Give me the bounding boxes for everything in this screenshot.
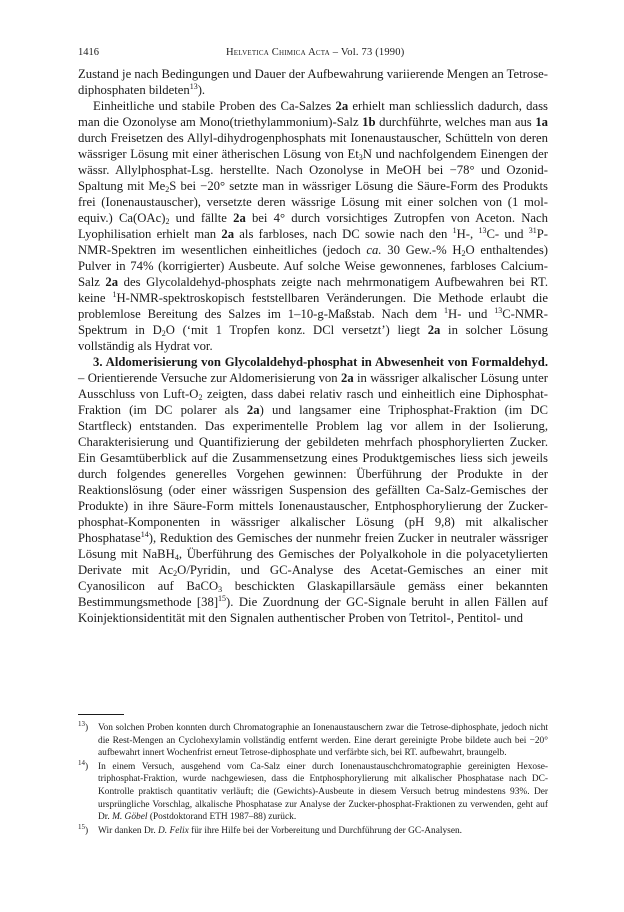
text-run: – Orientierende Versuche zur Aldomerisierung von bbox=[78, 371, 341, 385]
superscript: 31 bbox=[528, 226, 537, 235]
text-run: Zustand je nach Bedingungen und Dauer der Aufbewahrung variierende Mengen an Tetrose-diphosphaten bildeten bbox=[78, 67, 548, 97]
footnotes bbox=[78, 722, 548, 838]
subscript: 2 bbox=[461, 249, 466, 258]
subscript: 2 bbox=[161, 329, 166, 338]
text-run: C- und bbox=[486, 227, 529, 241]
bold-text: 2a bbox=[340, 371, 354, 385]
text-run: O enthaltendes) Pulver in 74% (korrigierter) Ausbeute. Auf solche Weise gewonnenes, farbloses Calcium-Salz bbox=[78, 243, 548, 289]
paragraph-section-3 bbox=[78, 354, 548, 626]
footnote-text bbox=[98, 826, 462, 836]
italic-text: D. Felix bbox=[158, 825, 189, 836]
journal-volume: Vol. 73 (1990) bbox=[340, 47, 405, 58]
subscript: 3 bbox=[218, 585, 223, 594]
text-run: erhielt man schliesslich dadurch, dass man die Ozonolyse am Mono(triethylammonium)-Salz bbox=[78, 99, 548, 129]
footnote-marker: $^{13}$) bbox=[78, 720, 89, 733]
footnote-14 bbox=[78, 758, 548, 824]
bold-text: 3. Aldomerisierung von Glycolaldehyd-phosphat in Abwesenheit von Formaldehyd. bbox=[93, 355, 548, 369]
footnote-text bbox=[98, 762, 548, 822]
text-run: ) und langsamer eine Triphosphat-Fraktion (im DC Startfleck) entstanden. Das experimentelle Problem lag vor allem in der Isolierung, Charakterisierung und Quantifizierung der gebildeten mehrfach phosphorylierten Zucker. Ein Gesamtüberblick auf die Zusammensetzung eines Produktgemisches liess sich jeweils durch folgendes generelles Vorgehen gewinnen: Überführung der Produkte in der Reaktionslösung (oder einer wässrigen Suspension des gefällten Ca-Salz-Gemisches der Produkte) in ihre Säure-Form mittels Ionenaustauscher, Entphosphorylierung der Zucker-phosphat-Komponenten in wässriger alkalischer Lösung (pH 9,8) mit alkalischer Phosphatase bbox=[78, 403, 548, 545]
text-run: O (‘mit 1 Tropfen konz. DCl versetzt’) liegt bbox=[165, 323, 428, 337]
body-text bbox=[78, 66, 548, 626]
text-run: 30 Gew.-% H bbox=[381, 243, 462, 257]
text-run: ). Die Zuordnung der GC-Signale beruht in allen Fällen auf Koinjektionsidentität mit den Signalen authentischer Proben von Tetritol-, Pentitol- und bbox=[78, 595, 548, 625]
text-run: Einheitliche und stabile Proben des Ca-Salzes bbox=[93, 99, 336, 113]
text-run: Von solchen Proben konnten durch Chromatographie an Ionenaustauschern zwar die Tetrose-diphosphate, jedoch nicht die Rest-Mengen an Cyclohexylamin vollständig entfernt werden. Eine derart gereinigte Probe bildete auch bei −20° aufbewahrt innert Wochenfrist erneut Tetrose-diphosphate und verfärbte sich, bei RT. aufbewahrt, braungelb. bbox=[98, 723, 548, 759]
journal-name: Helvetica Chimica Acta bbox=[226, 47, 330, 58]
footnote-text bbox=[98, 723, 548, 758]
footnote-marker: $^{14}$) bbox=[78, 758, 89, 772]
text-run: zeigten, dass dabei relativ rasch und einheitlich eine Diphosphat-Fraktion (im DC polarer als bbox=[78, 387, 548, 417]
superscript: 15 bbox=[218, 594, 227, 603]
subscript: 2 bbox=[198, 393, 203, 402]
subscript: 2 bbox=[165, 185, 170, 194]
text-run: H- und bbox=[448, 307, 495, 321]
superscript: 1 bbox=[444, 306, 449, 315]
text-run: beschickten Glaskapillarsäule gemäss einer bekannten Bestimmungsmethode [38] bbox=[78, 579, 548, 609]
text-run: C-NMR-Spektrum in D bbox=[78, 307, 549, 337]
italic-text: M. Göbel bbox=[112, 812, 148, 823]
text-run: in wässriger alkalischer Lösung unter Ausschluss von Luft-O bbox=[78, 371, 548, 401]
text-run: P-NMR-Spektren im wesentlichen einheitliches (jedoch bbox=[78, 227, 548, 257]
text-run: in solcher Lösung vollständig als Hydrat vor. bbox=[78, 323, 548, 353]
bold-text: 2a bbox=[233, 211, 246, 225]
subscript: 2 bbox=[173, 569, 178, 578]
text-run: ), Reduktion des Gemisches der nunmehr freien Zucker in neutraler wässriger Lösung mit NaBH bbox=[78, 531, 548, 561]
text-run: für ihre Hilfe bei der Vorbereitung und Durchführung der GC-Analysen. bbox=[188, 825, 463, 836]
text-run: als farbloses, nach DC sowie nach den bbox=[234, 227, 453, 241]
text-run: (Postdoktorand ETH 1987–88) zurück. bbox=[147, 812, 297, 823]
bold-text: 2a bbox=[221, 227, 235, 241]
superscript: 13 bbox=[189, 82, 198, 91]
bold-text: 2a bbox=[246, 403, 260, 417]
text-run: durchführte, welches man aus bbox=[375, 115, 536, 129]
footnote-rule bbox=[78, 714, 124, 715]
text-run: des Glycolaldehyd-phosphats zeigte nach mehrmonatigem Aufbewahren bei RT. keine bbox=[78, 275, 548, 305]
text-run: ). bbox=[197, 83, 206, 97]
text-run: und fällte bbox=[169, 211, 234, 225]
text-run: O/Pyridin, und GC-Analyse des Acetat-Gemisches an einer mit Cyanosilicon auf BaCO bbox=[78, 563, 549, 593]
superscript: 13 bbox=[494, 306, 503, 315]
bold-text: 1a bbox=[535, 115, 548, 129]
page-number: 1416 bbox=[78, 47, 99, 58]
superscript: 14 bbox=[140, 530, 149, 539]
italic-text: ca. bbox=[366, 243, 382, 257]
subscript: 3 bbox=[358, 153, 363, 162]
text-run: S bei −20° setzte man in wässriger Lösung die Säure-Form des Produkts frei (Ionenaustauscher), versetzte deren wässrige Lösung mit einer solchen von (1 mol-equiv.) Ca(OAc) bbox=[78, 179, 548, 225]
bold-text: 2a bbox=[427, 323, 441, 337]
running-head bbox=[78, 47, 548, 61]
paragraph-continued bbox=[78, 66, 548, 98]
superscript: 1 bbox=[452, 226, 457, 235]
footnote-marker: $^{15}$) bbox=[78, 822, 89, 836]
text-run: H-, bbox=[456, 227, 479, 241]
bold-text: 2a bbox=[105, 275, 119, 289]
text-run: H-NMR-spektroskopisch feststellbaren Veränderungen. Die Methode erlaubt die problemlose Bereitung des Salzes im 1–10-g-Maßstab. Nach dem bbox=[78, 291, 548, 321]
text-run: , Überführung des Gemisches der Polyalkohole in die polyacetylierten Derivate mit Ac bbox=[78, 547, 548, 577]
text-run: In einem Versuch, ausgehend vom Ca-Salz einer durch Ionenaustauschchromatographie gereinigten Hexose-triphosphat-Fraktion, wurde nachgewiesen, dass die Entphosphorylierung mit alkalischer Phosphatase nach DC-Kontrolle praktisch quantitativ verläuft; die (Gewichts)-Ausbeute in diesem Versuch betrug mindestens 93%. Der ursprüngliche Vorschlag, alkalische Phosphatase zur Analyse der Zucker-phosphat-Fraktionen zu verwenden, geht auf Dr. bbox=[98, 761, 548, 823]
text-run: N und nachfolgendem Einengen der wässr. Allylphosphat-Lsg. herstellte. Nach Ozonolyse in MeOH bei −78° und Ozonid-Spaltung mit Me bbox=[78, 147, 548, 193]
footnote-15 bbox=[78, 822, 548, 838]
text-run: bei 4° durch vorsichtiges Zutropfen von Aceton. Nach Lyophilisation erhielt man bbox=[78, 211, 548, 241]
bold-text: 1b bbox=[362, 115, 376, 129]
text-run: durch Freisetzen des Allyl-dihydrogenphosphats mit Ionenaustauscher, Schütteln von deren wässriger Lösung mit einer ätherischen Lösung von Et bbox=[78, 131, 548, 161]
superscript: 13 bbox=[478, 226, 487, 235]
subscript: 2 bbox=[165, 217, 170, 226]
text-run: Wir danken Dr. bbox=[98, 825, 159, 836]
bold-text: 2a bbox=[335, 99, 349, 113]
paragraph-calcium-salt bbox=[78, 98, 548, 354]
journal-citation: Helvetica Chimica Acta – Vol. 73 (1990) bbox=[226, 47, 405, 58]
footnote-13 bbox=[78, 722, 548, 760]
subscript: 4 bbox=[174, 553, 179, 562]
superscript: 1 bbox=[112, 290, 117, 299]
